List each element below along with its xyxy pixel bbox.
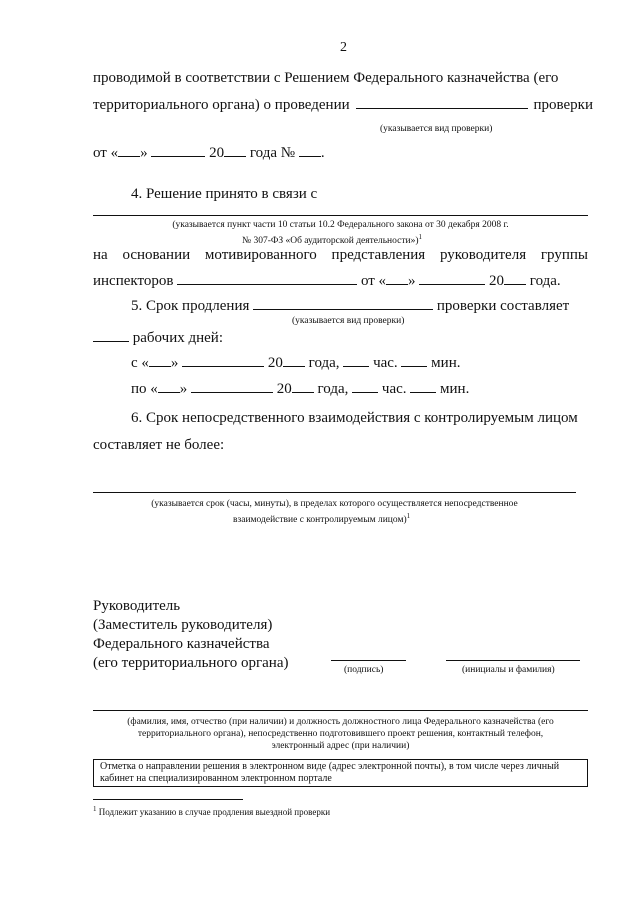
quote-close: » (179, 381, 188, 397)
to-year-field[interactable] (292, 380, 314, 393)
intro-line-2 (93, 96, 593, 114)
section-4-hint-2: № 307-ФЗ «Об аудиторской деятельности») (242, 236, 419, 247)
date-from-label: от « (93, 145, 119, 161)
section-5-row (131, 297, 569, 315)
footnote-ref: 1 (418, 233, 422, 241)
submission-day-field[interactable] (386, 272, 408, 285)
date-month-field[interactable] (151, 144, 205, 157)
signatory-title-line: (его территориального органа) (93, 655, 289, 671)
signature-line[interactable] (331, 660, 406, 661)
section-4-hint-1: (указывается пункт части 10 статьи 10.2 Федерального закона от 30 декабря 2008 г. (172, 220, 509, 230)
basis-word: основании (122, 247, 191, 263)
preparer-hint-line: территориального органа), непосредственно подготовившего проект решения, контактный телефон, (137, 729, 544, 739)
year-number-label: года № (249, 145, 296, 161)
footnote-ref: 1 (406, 512, 411, 520)
to-prefix: по « (131, 381, 158, 397)
date-day-field[interactable] (118, 144, 140, 157)
working-days-row (93, 329, 223, 347)
inspectors-label: инспекторов (93, 273, 174, 289)
to-month-field[interactable] (191, 380, 273, 393)
signatory-title-line: Федерального казначейства (93, 636, 270, 652)
inspectors-field[interactable] (177, 272, 357, 285)
section-5-heading: 5. Срок продления (131, 298, 250, 314)
working-days-label: рабочих дней: (132, 330, 223, 346)
footnote-separator (93, 799, 243, 800)
footnote (93, 805, 330, 817)
page-number: 2 (340, 40, 347, 55)
year-prefix: 20 (276, 381, 292, 397)
signatory-title (93, 597, 288, 673)
section-6-hint-1: (указывается срок (часы, минуты), в пределах которого осуществляется непосредственное (151, 499, 518, 509)
from-label: от « (360, 273, 387, 289)
year-label: года. (529, 273, 561, 289)
year-label: года, (308, 355, 340, 371)
hour-label: час. (373, 355, 398, 371)
section-4-inspectors-row (93, 272, 561, 290)
submission-year-field[interactable] (504, 272, 526, 285)
name-hint: (инициалы и фамилия) (462, 665, 555, 675)
period: . (320, 145, 325, 161)
electronic-notice-box (93, 759, 588, 787)
extension-to-row (131, 380, 469, 398)
extension-from-row (131, 354, 460, 372)
section-6-hint-2: взаимодействие с контролируемым лицом) (233, 515, 407, 526)
notice-line: Отметка о направлении решения в электронном виде (адрес электронной почты), в том числе через личный (100, 761, 560, 772)
basis-word: группы (540, 247, 588, 263)
signatory-title-line: Руководитель (93, 598, 181, 614)
preparer-hint-line: электронный адрес (при наличии) (271, 741, 410, 751)
minute-label: мин. (440, 381, 470, 397)
notice-line: кабинет на специализированном электронном портале (100, 773, 332, 784)
year-prefix: 20 (267, 355, 283, 371)
to-minute-field[interactable] (410, 380, 436, 393)
from-year-field[interactable] (283, 354, 305, 367)
section-5-hint: (указывается вид проверки) (292, 316, 405, 326)
intro-line-2-prefix: территориального органа) о проведении (93, 97, 350, 113)
intro-date-row (93, 144, 325, 162)
intro-line-1: проводимой в соответствии с Решением Федерального казначейства (его (93, 70, 559, 86)
quote-close: » (408, 273, 416, 289)
year-prefix: 20 (209, 145, 225, 161)
signature-hint: (подпись) (344, 665, 384, 675)
footnote-text: Подлежит указанию в случае продления выездной проверки (98, 807, 331, 817)
extension-inspection-type-field[interactable] (253, 297, 433, 310)
submission-month-field[interactable] (419, 272, 485, 285)
from-day-field[interactable] (149, 354, 171, 367)
section-4-heading: 4. Решение принято в связи с (131, 186, 318, 202)
basis-word: представления (331, 247, 426, 263)
basis-word: руководителя (439, 247, 527, 263)
section-5-suffix: проверки составляет (436, 298, 570, 314)
year-prefix: 20 (489, 273, 505, 289)
interaction-term-line[interactable] (93, 492, 576, 493)
from-hour-field[interactable] (343, 354, 369, 367)
section-4-reason-line[interactable] (93, 215, 588, 216)
basis-word: на (93, 247, 108, 263)
year-label: года, (317, 381, 349, 397)
section-6-heading: 6. Срок непосредственного взаимодействия с контролируемым лицом (131, 410, 578, 426)
preparer-line[interactable] (93, 710, 588, 711)
from-minute-field[interactable] (401, 354, 427, 367)
preparer-hint (93, 716, 588, 752)
hour-label: час. (381, 381, 407, 397)
signatory-title-line: (Заместитель руководителя) (93, 617, 273, 633)
from-month-field[interactable] (182, 354, 264, 367)
to-day-field[interactable] (158, 380, 180, 393)
to-hour-field[interactable] (352, 380, 378, 393)
working-days-field[interactable] (93, 329, 129, 342)
minute-label: мин. (431, 355, 461, 371)
section-6-hint-2-wrap (233, 512, 410, 525)
preparer-hint-line: (фамилия, имя, отчество (при наличии) и должность должностного лица Федерального казначейства (его (127, 717, 554, 727)
name-line[interactable] (446, 660, 580, 661)
from-prefix: с « (131, 355, 149, 371)
section-4-hint-2-wrap (242, 233, 422, 246)
quote-close: » (140, 145, 148, 161)
inspection-type-field[interactable] (356, 96, 528, 109)
basis-word: мотивированного (204, 247, 317, 263)
hint-inspection-type: (указывается вид проверки) (380, 124, 493, 134)
intro-line-2-suffix: проверки (533, 97, 593, 113)
date-year-field[interactable] (224, 144, 246, 157)
quote-close: » (170, 355, 179, 371)
decision-number-field[interactable] (299, 144, 321, 157)
footnote-mark: 1 (93, 805, 97, 813)
section-4-basis-row (93, 247, 588, 264)
section-6-line-2: составляет не более: (93, 437, 225, 453)
